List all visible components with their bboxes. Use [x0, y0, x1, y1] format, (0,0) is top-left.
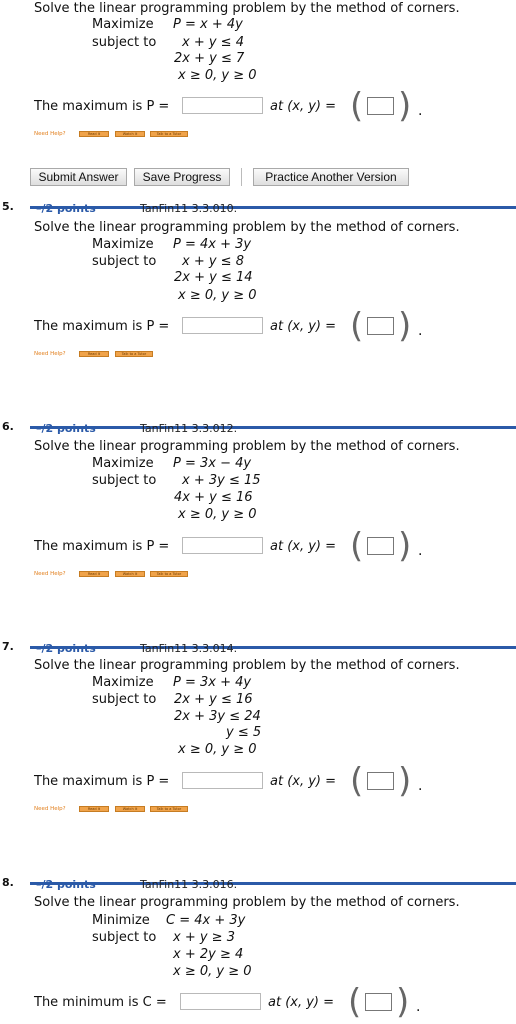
point-input[interactable] [367, 317, 394, 335]
question-number: 8. [2, 876, 14, 889]
point-input[interactable] [365, 993, 392, 1011]
left-paren-icon: ( [350, 86, 364, 126]
constraint-nonneg: x ≥ 0, y ≥ 0 [178, 68, 257, 83]
constraint-1: x + y ≤ 8 [182, 254, 244, 269]
constraint-nonneg: x ≥ 0, y ≥ 0 [173, 964, 252, 979]
question-number: 6. [2, 420, 14, 433]
answer-label: The maximum is P = [34, 539, 170, 554]
objective-function: P = 4x + 3y [173, 237, 252, 252]
watch-it-button[interactable]: Watch It [115, 131, 145, 137]
right-paren-icon: ) [396, 982, 410, 1022]
point-input[interactable] [367, 772, 394, 790]
practice-another-version-button[interactable]: Practice Another Version [253, 168, 409, 186]
answer-label: The maximum is P = [34, 774, 170, 789]
objective-function: P = 3x + 4y [173, 675, 252, 690]
max-value-input[interactable] [182, 772, 263, 789]
right-paren-icon: ) [398, 306, 412, 346]
need-help-label: Need Help? [34, 806, 66, 812]
constraint-nonneg: x ≥ 0, y ≥ 0 [178, 742, 257, 757]
need-help-label: Need Help? [34, 571, 66, 577]
points-label: –/2 points [36, 642, 96, 655]
problem-code: TanFin11 3.3.014. [140, 642, 238, 655]
at-xy-label: at (x, y) = [270, 99, 337, 114]
period-mark: . [416, 999, 421, 1015]
need-help-label: Need Help? [34, 351, 66, 357]
subject-to-label: subject to [92, 254, 157, 269]
question-header-bar [30, 206, 516, 209]
points-label: –/2 points [36, 878, 96, 891]
point-input[interactable] [367, 97, 394, 115]
right-paren-icon: ) [398, 761, 412, 801]
submit-answer-button[interactable]: Submit Answer [30, 168, 127, 186]
answer-label: The minimum is C = [34, 995, 167, 1010]
min-value-input[interactable] [180, 993, 261, 1010]
subject-to-label: subject to [92, 930, 157, 945]
at-xy-label: at (x, y) = [270, 774, 337, 789]
question-header-bar [30, 882, 516, 885]
subject-to-label: subject to [92, 473, 157, 488]
constraint-3: y ≤ 5 [226, 725, 262, 740]
period-mark: . [418, 778, 423, 794]
period-mark: . [418, 323, 423, 339]
question-number: 5. [2, 200, 14, 213]
at-xy-label: at (x, y) = [270, 539, 337, 554]
constraint-nonneg: x ≥ 0, y ≥ 0 [178, 507, 257, 522]
objective-word: Maximize [92, 17, 154, 32]
read-it-button[interactable]: Read It [79, 351, 109, 357]
constraint-2: x + 2y ≥ 4 [173, 947, 244, 962]
constraint-2: 2x + 3y ≤ 24 [174, 709, 261, 724]
talk-tutor-button[interactable]: Talk to a Tutor [150, 131, 188, 137]
max-value-input[interactable] [182, 97, 263, 114]
subject-to-label: subject to [92, 692, 157, 707]
question-prompt: Solve the linear programming problem by the method of corners. [34, 220, 460, 235]
max-value-input[interactable] [182, 317, 263, 334]
left-paren-icon: ( [350, 306, 364, 346]
constraint-2: 2x + y ≤ 7 [174, 51, 245, 66]
answer-label: The maximum is P = [34, 99, 170, 114]
max-value-input[interactable] [182, 537, 263, 554]
read-it-button[interactable]: Read It [79, 131, 109, 137]
left-paren-icon: ( [350, 526, 364, 566]
problem-code: TanFin11 3.3.012. [140, 422, 238, 435]
objective-word: Minimize [92, 913, 150, 928]
talk-tutor-button[interactable]: Talk to a Tutor [150, 571, 188, 577]
question-number: 7. [2, 640, 14, 653]
constraint-2: 2x + y ≤ 14 [174, 270, 253, 285]
question-prompt: Solve the linear programming problem by the method of corners. [34, 1, 460, 16]
period-mark: . [418, 103, 423, 119]
right-paren-icon: ) [398, 86, 412, 126]
points-label: –/2 points [36, 422, 96, 435]
objective-word: Maximize [92, 237, 154, 252]
constraint-1: x + y ≤ 4 [182, 35, 244, 50]
question-prompt: Solve the linear programming problem by the method of corners. [34, 658, 460, 673]
need-help-label: Need Help? [34, 131, 66, 137]
left-paren-icon: ( [348, 982, 362, 1022]
constraint-nonneg: x ≥ 0, y ≥ 0 [178, 288, 257, 303]
at-xy-label: at (x, y) = [268, 995, 335, 1010]
constraint-1: 2x + y ≤ 16 [174, 692, 253, 707]
subject-to-label: subject to [92, 35, 157, 50]
objective-function: C = 4x + 3y [166, 913, 246, 928]
watch-it-button[interactable]: Watch It [115, 571, 145, 577]
button-divider [241, 168, 242, 186]
problem-code: TanFin11 3.3.016. [140, 878, 238, 891]
talk-tutor-button[interactable]: Talk to a Tutor [115, 351, 153, 357]
question-prompt: Solve the linear programming problem by the method of corners. [34, 895, 460, 910]
objective-function: P = 3x − 4y [173, 456, 252, 471]
constraint-2: 4x + y ≤ 16 [174, 490, 253, 505]
point-input[interactable] [367, 537, 394, 555]
read-it-button[interactable]: Read It [79, 806, 109, 812]
constraint-1: x + y ≥ 3 [173, 930, 235, 945]
talk-tutor-button[interactable]: Talk to a Tutor [150, 806, 188, 812]
question-header-bar [30, 426, 516, 429]
save-progress-button[interactable]: Save Progress [134, 168, 230, 186]
left-paren-icon: ( [350, 761, 364, 801]
constraint-1: x + 3y ≤ 15 [182, 473, 261, 488]
objective-word: Maximize [92, 456, 154, 471]
problem-code: TanFin11 3.3.010. [140, 202, 238, 215]
at-xy-label: at (x, y) = [270, 319, 337, 334]
question-header-bar [30, 646, 516, 649]
read-it-button[interactable]: Read It [79, 571, 109, 577]
objective-word: Maximize [92, 675, 154, 690]
question-prompt: Solve the linear programming problem by the method of corners. [34, 439, 460, 454]
right-paren-icon: ) [398, 526, 412, 566]
period-mark: . [418, 543, 423, 559]
watch-it-button[interactable]: Watch It [115, 806, 145, 812]
points-label: –/2 points [36, 202, 96, 215]
objective-function: P = x + 4y [173, 17, 243, 32]
answer-label: The maximum is P = [34, 319, 170, 334]
